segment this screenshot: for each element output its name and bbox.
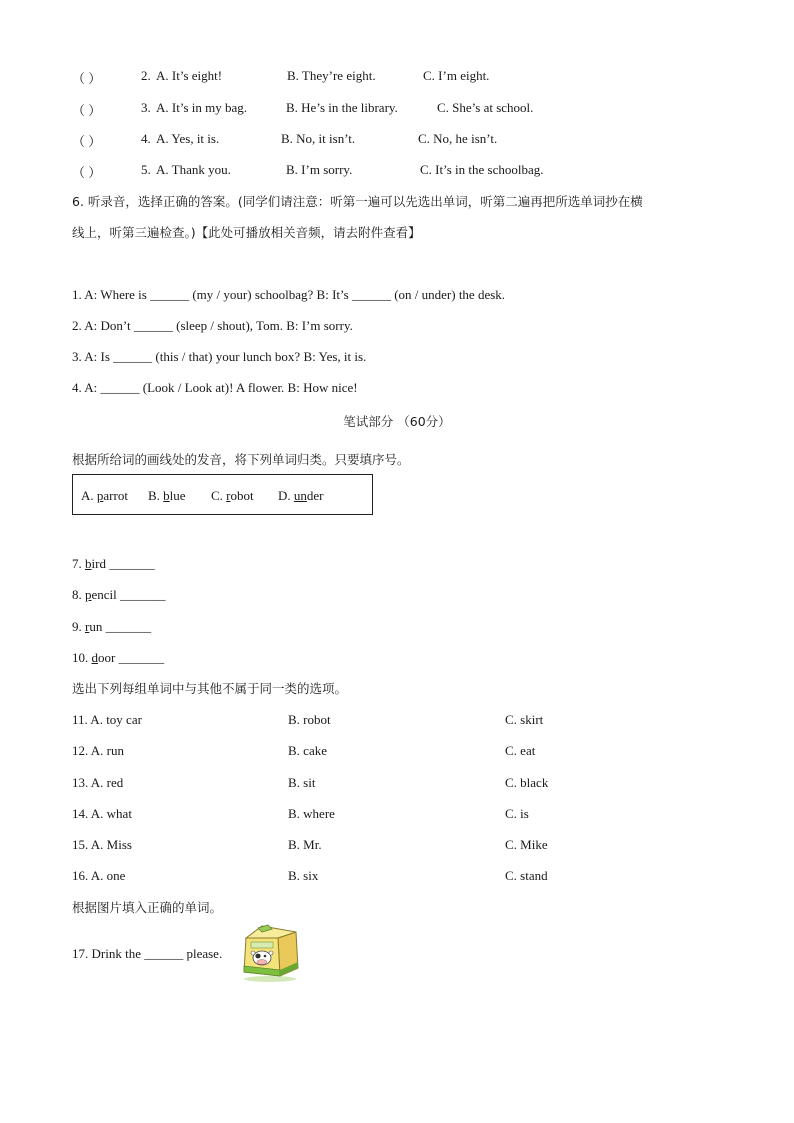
answer-paren[interactable]: （ ） [72, 71, 102, 86]
option-b: B. I’m sorry. [286, 162, 353, 177]
question-number: 5. [141, 162, 151, 177]
option-c: C. I’m eight. [423, 68, 490, 83]
odd-option-b: B. Mr. [288, 837, 322, 852]
odd-option-c: C. stand [505, 868, 548, 883]
phonics-option-c: C. robot [211, 488, 254, 503]
option-a: A. Yes, it is. [156, 131, 220, 146]
odd-option-b: B. robot [288, 712, 331, 727]
odd-option-a: 11. A. toy car [72, 712, 142, 727]
answer-paren[interactable]: （ ） [72, 134, 102, 149]
odd-option-a: 13. A. red [72, 775, 124, 790]
dialog-3: 3. A: Is ______ (this / that) your lunch box? B: Yes, it is. [72, 349, 367, 364]
phonics-option-b: B. blue [148, 488, 186, 503]
odd-option-b: B. where [288, 806, 335, 821]
odd-option-c: C. skirt [505, 712, 544, 727]
question-number: 4. [141, 131, 151, 146]
dialog-2: 2. A: Don’t ______ (sleep / shout), Tom. B: I’m sorry. [72, 318, 353, 333]
option-c: C. She’s at school. [437, 100, 534, 115]
option-a: A. It’s in my bag. [156, 100, 247, 115]
odd-option-c: C. black [505, 775, 549, 790]
answer-paren[interactable]: （ ） [72, 165, 102, 180]
odd-option-c: C. Mike [505, 837, 548, 852]
odd-option-b: B. six [288, 868, 319, 883]
answer-paren[interactable]: （ ） [72, 103, 102, 118]
question-17[interactable]: 17. Drink the ______ please. [72, 946, 223, 961]
odd-option-b: B. sit [288, 775, 316, 790]
question-number: 2. [141, 68, 151, 83]
phonics-item-8[interactable]: 8. pencil _______ [72, 587, 166, 602]
dialog-4: 4. A: ______ (Look / Look at)! A flower. B: How nice! [72, 380, 358, 395]
odd-one-out-instruction: 选出下列每组单词中与其他不属于同一类的选项。 [72, 681, 348, 696]
phonics-option-a: A. parrot [81, 488, 128, 503]
odd-option-b: B. cake [288, 743, 327, 758]
phonics-option-d: D. under [278, 488, 324, 503]
odd-option-a: 16. A. one [72, 868, 126, 883]
phonics-item-7[interactable]: 7. bird _______ [72, 556, 155, 571]
phonics-options-box [72, 474, 373, 515]
option-a: A. Thank you. [156, 162, 231, 177]
phonics-item-9[interactable]: 9. run _______ [72, 619, 152, 634]
odd-option-a: 12. A. run [72, 743, 124, 758]
option-c: C. It’s in the schoolbag. [420, 162, 544, 177]
picture-fill-instruction: 根据图片填入正确的单词。 [72, 900, 223, 915]
option-b: B. They’re eight. [287, 68, 376, 83]
option-a: A. It’s eight! [156, 68, 223, 83]
dialog-1: 1. A: Where is ______ (my / your) schoolbag? B: It’s ______ (on / under) the desk. [72, 287, 506, 302]
section-6-instruction-line-2: 线上，听第三遍检查。)【此处可播放相关音频，请去附件查看】 [72, 225, 421, 240]
option-b: B. He’s in the library. [286, 100, 398, 115]
odd-option-c: C. is [505, 806, 529, 821]
written-section-title: 笔试部分 （60分） [343, 414, 451, 429]
section-6-instruction-line-1: 6. 听录音，选择正确的答案。(同学们请注意：听第一遍可以先选出单词，听第二遍再把所选单词抄在横 [72, 194, 643, 209]
question-number: 3. [141, 100, 151, 115]
odd-option-a: 14. A. what [72, 806, 132, 821]
odd-option-c: C. eat [505, 743, 536, 758]
phonics-instruction: 根据所给词的画线处的发音，将下列单词归类。只要填序号。 [72, 452, 410, 467]
option-b: B. No, it isn’t. [281, 131, 356, 146]
phonics-item-10[interactable]: 10. door _______ [72, 650, 165, 665]
option-c: C. No, he isn’t. [418, 131, 498, 146]
milk-carton-image [238, 924, 302, 984]
odd-option-a: 15. A. Miss [72, 837, 132, 852]
